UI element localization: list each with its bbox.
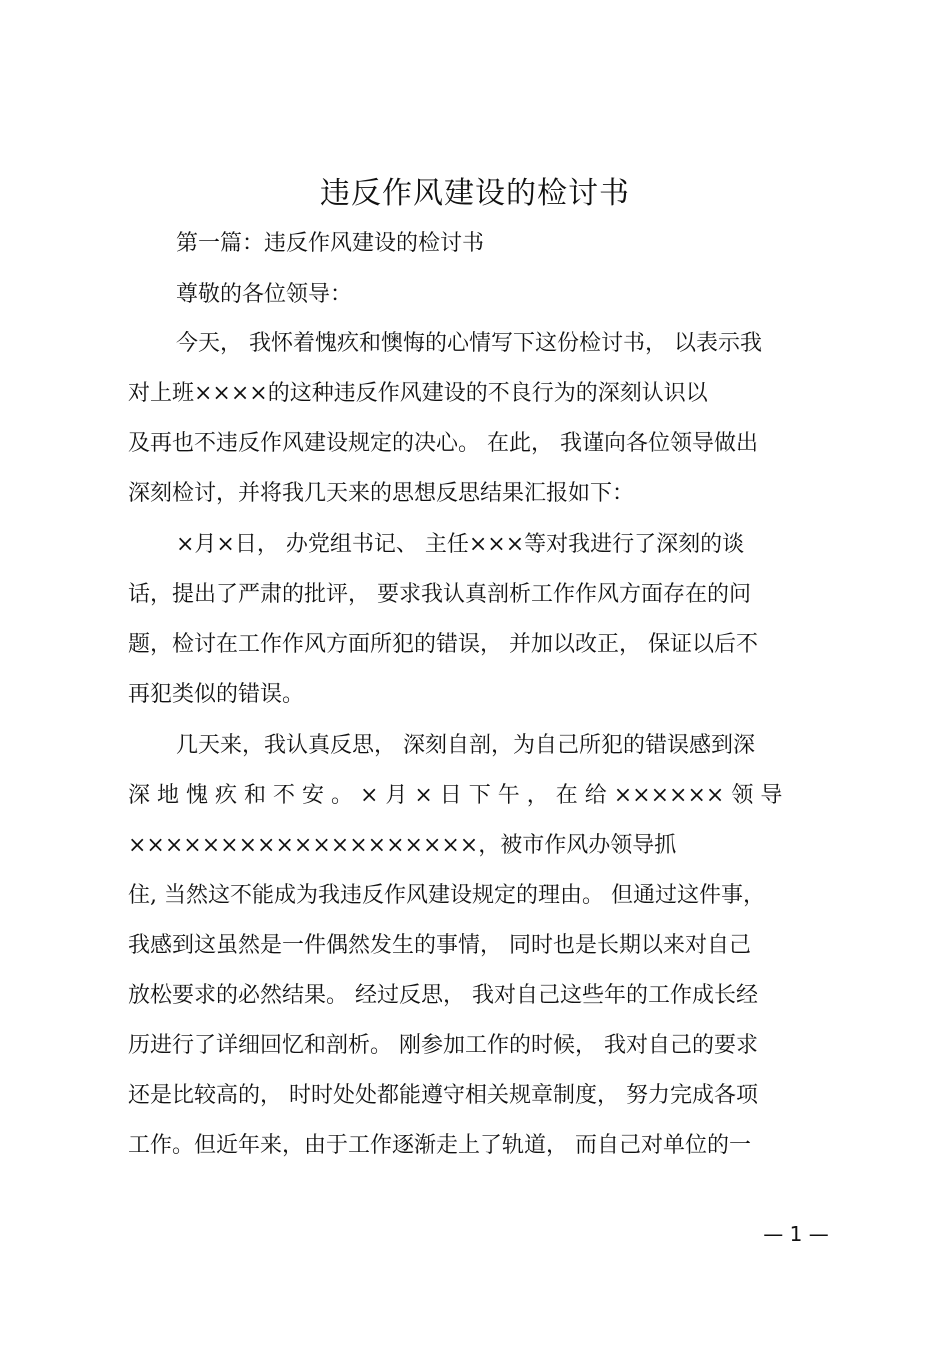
paragraph-2-line-1: ×月×日， 办党组书记、 主任×××等对我进行了深刻的谈 xyxy=(176,532,745,557)
paragraph-3-line-2: 深 地 愧 疚 和 不 安 。 × 月 × 日 下 午 ， 在 给 ×××××× 领 导 xyxy=(128,783,783,808)
paragraph-1-line-2: 对上班××××的这种违反作风建设的不良行为的深刻认识以 xyxy=(128,381,708,406)
paragraph-3-line-5: 我感到这虽然是一件偶然发生的事情， 同时也是长期以来对自己 xyxy=(128,933,751,958)
document-title: 违反作风建设的检讨书 xyxy=(320,176,630,211)
paragraph-1-line-1: 今天， 我怀着愧疚和懊悔的心情写下这份检讨书， 以表示我 xyxy=(176,331,762,356)
paragraph-3-line-4: 住, 当然这不能成为我违反作风建设规定的理由。 但通过这件事， xyxy=(128,883,765,908)
paragraph-1-line-3: 及再也不违反作风建设规定的决心。 在此， 我谨向各位领导做出 xyxy=(128,431,758,456)
paragraph-2-line-3: 题，检讨在工作作风方面所犯的错误， 并加以改正， 保证以后不 xyxy=(128,632,758,657)
paragraph-2-line-4: 再犯类似的错误。 xyxy=(128,682,305,707)
paragraph-3-line-3: ×××××××××××××××××××，被市作风办领导抓 xyxy=(128,833,677,858)
paragraph-1-line-4: 深刻检讨，并将我几天来的思想反思结果汇报如下： xyxy=(128,481,635,506)
paragraph-3-line-9: 工作。但近年来，由于工作逐渐走上了轨道， 而自己对单位的一 xyxy=(128,1133,751,1158)
section-heading: 第一篇：违反作风建设的检讨书 xyxy=(176,231,485,256)
salutation: 尊敬的各位领导： xyxy=(176,282,353,307)
paragraph-2-line-2: 话，提出了严肃的批评， 要求我认真剖析工作作风方面存在的问 xyxy=(128,582,751,607)
page-number: — 1 — xyxy=(763,1222,829,1246)
paragraph-3-line-7: 历进行了详细回忆和剖析。 刚参加工作的时候， 我对自己的要求 xyxy=(128,1033,758,1058)
paragraph-3-line-6: 放松要求的必然结果。 经过反思， 我对自己这些年的工作成长经 xyxy=(128,983,758,1008)
paragraph-3-line-1: 几天来，我认真反思， 深刻自剖，为自己所犯的错误感到深 xyxy=(176,733,755,758)
paragraph-3-line-8: 还是比较高的， 时时处处都能遵守相关规章制度， 努力完成各项 xyxy=(128,1083,758,1108)
